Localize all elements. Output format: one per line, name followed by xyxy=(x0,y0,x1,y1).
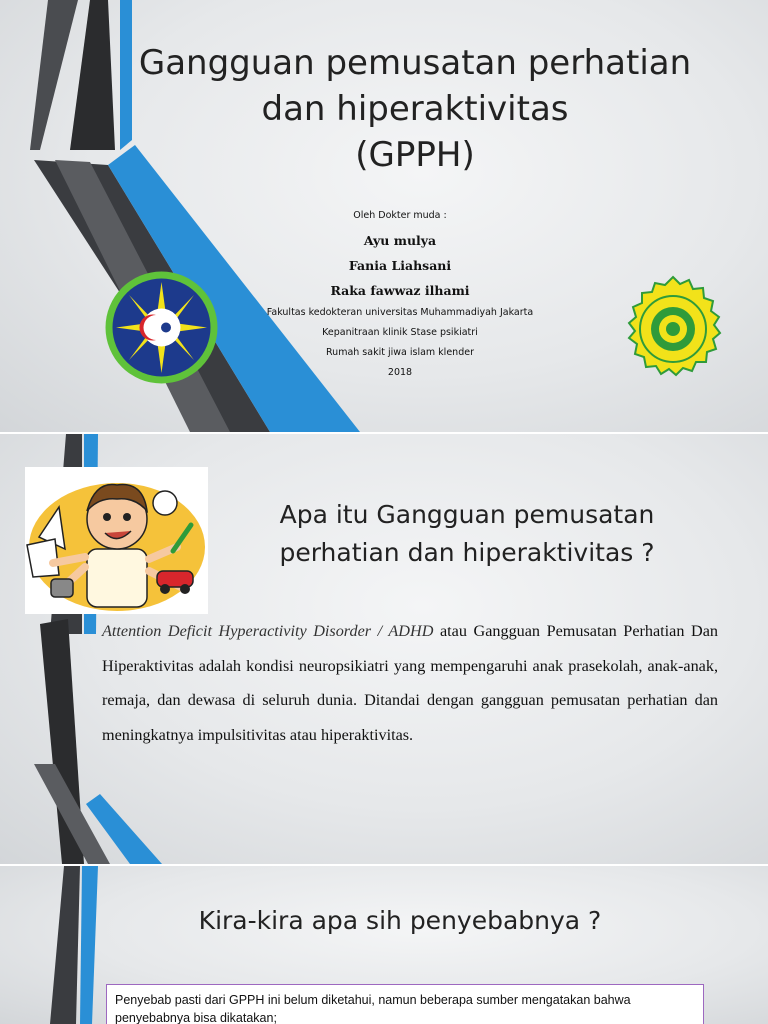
slide-causes-heading: Kira-kira apa sih penyebabnya ? xyxy=(198,906,602,935)
heading-line-2: perhatian dan hiperaktivitas ? xyxy=(279,538,655,567)
presenter-name-1: Ayu mulya xyxy=(363,233,437,248)
title-line-1: Gangguan pemusatan perhatian xyxy=(138,43,692,83)
affiliation-clerkship: Kepanitraan klinik Stase psikiatri xyxy=(322,327,478,338)
causes-line-1: Penyebab pasti dari GPPH ini belum diketahui, namun beberapa sumber mengatakan bahwa xyxy=(115,993,631,1007)
affiliation-year: 2018 xyxy=(387,367,413,378)
heading-line-1: Apa itu Gangguan pemusatan xyxy=(279,500,655,529)
causes-text-box xyxy=(106,984,704,1024)
presenter-name-3: Raka fawwaz ilhami xyxy=(330,283,470,298)
slide-definition xyxy=(0,434,768,864)
slide-definition-heading xyxy=(232,496,702,572)
affiliation-hospital: Rumah sakit jiwa islam klender xyxy=(326,347,474,358)
university-seal-icon xyxy=(616,274,730,388)
title-line-2: dan hiperaktivitas xyxy=(261,89,569,129)
slide-causes xyxy=(0,866,768,1024)
slide-title xyxy=(0,0,768,432)
definition-paragraph xyxy=(102,614,718,753)
presenter-name-2: Fania Liahsani xyxy=(348,258,452,273)
affiliation-faculty: Fakultas kedokteran universitas Muhammadiyah Jakarta xyxy=(266,307,534,318)
definition-text: atau Gangguan Pemusatan Perhatian Dan Hiperaktivitas adalah kondisi neuropsikiatri yang mempengaruhi anak prasekolah, anak-anak, remaja, dan dewasa di seluruh dunia. Ditandai dengan gangguan pemusatan perhatian dan meningkatnya impulsitivitas atau hiperaktivitas. xyxy=(102,622,718,745)
hyperactive-child-clipart xyxy=(25,467,208,614)
causes-line-2: penyebabnya bisa dikatakan; xyxy=(115,1011,277,1024)
muhammadiyah-logo-icon xyxy=(104,270,219,385)
presenter-label: Oleh Dokter muda : xyxy=(353,210,447,221)
adhd-term: Attention Deficit Hyperactivity Disorder / ADHD xyxy=(102,622,434,640)
slide-title-heading xyxy=(100,40,730,178)
title-line-3: (GPPH) xyxy=(355,135,475,175)
